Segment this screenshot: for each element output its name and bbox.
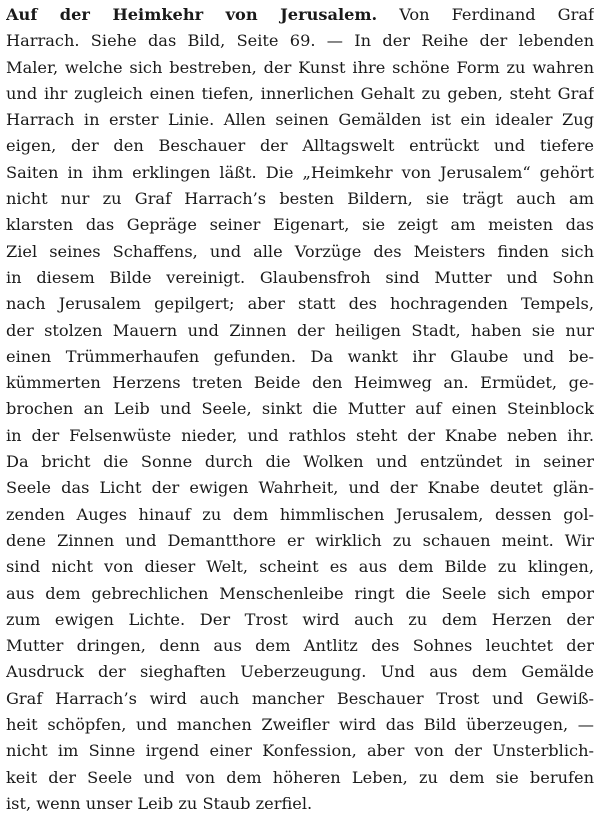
text-line: nicht nur zu Graf Harrach’s besten Bildern, sie trägt auch am <box>6 189 594 209</box>
text-line: Ziel seines Schaffens, und alle Vorzüge des Meisters finden sich <box>6 241 594 261</box>
text-line: brochen an Leib und Seele, sinkt die Mutter auf einen Steinblock <box>6 399 594 419</box>
text-line: Graf Harrach’s wird auch mancher Beschauer Trost und Gewiß- <box>6 688 594 708</box>
text-line: Harrach. Siehe das Bild, Seite 69. — In der Reihe der lebenden <box>6 31 594 51</box>
text-line: zenden Auges hinauf zu dem himmlischen Jerusalem, dessen gol- <box>6 504 594 524</box>
text-line: in diesem Bilde vereinigt. Glaubensfroh sind Mutter und Sohn <box>6 267 594 287</box>
text-line: und ihr zugleich einen tiefen, innerlichen Gehalt zu geben, steht Graf <box>6 83 594 103</box>
text-line: heit schöpfen, und manchen Zweifler wird das Bild überzeugen, — <box>6 715 594 735</box>
text-line: nicht im Sinne irgend einer Konfession, aber von der Unsterblich- <box>6 741 594 761</box>
text-line: kümmerten Herzens treten Beide den Heimweg an. Ermüdet, ge- <box>6 373 594 393</box>
text-line: aus dem gebrechlichen Menschenleibe ringt die Seele sich empor <box>6 583 594 603</box>
article-first-line <box>6 2 594 28</box>
text-line: Mutter dringen, denn aus dem Antlitz des Sohnes leuchtet der <box>6 636 594 656</box>
text-line: dene Zinnen und Demantthore er wirklich zu schauen meint. Wir <box>6 530 594 550</box>
text-line: zum ewigen Lichte. Der Trost wird auch zu dem Herzen der <box>6 609 594 629</box>
text-line: Ausdruck der sieghaften Ueberzeugung. Und aus dem Gemälde <box>6 662 594 682</box>
text-line: klarsten das Gepräge seiner Eigenart, sie zeigt am meisten das <box>6 215 594 235</box>
text-line: sind nicht von dieser Welt, scheint es aus dem Bilde zu klingen, <box>6 557 594 577</box>
text-line: in der Felsenwüste nieder, und rathlos steht der Knabe neben ihr. <box>6 425 594 445</box>
text-line: Da bricht die Sonne durch die Wolken und entzündet in seiner <box>6 452 594 472</box>
text-line: Harrach in erster Linie. Allen seinen Gemälden ist ein idealer Zug <box>6 110 594 130</box>
text-line: Seele das Licht der ewigen Wahrheit, und der Knabe deutet glän- <box>6 478 594 498</box>
text-line: Saiten in ihm erklingen läßt. Die „Heimkehr von Jerusalem“ gehört <box>6 162 594 182</box>
text-line: einen Trümmerhaufen gefunden. Da wankt ihr Glaube und be- <box>6 346 594 366</box>
text-line: nach Jerusalem gepilgert; aber statt des hochragenden Tempels, <box>6 294 594 314</box>
text-line: der stolzen Mauern und Zinnen der heiligen Stadt, haben sie nur <box>6 320 594 340</box>
article-author-line: Von Ferdinand Graf <box>399 5 594 24</box>
text-line: Maler, welche sich bestreben, der Kunst ihre schöne Form zu wahren <box>6 57 594 77</box>
text-line-last: ist, wenn unser Leib zu Staub zerfiel. <box>6 793 313 813</box>
article-title: Auf der Heimkehr von Jerusalem. <box>6 5 378 24</box>
article <box>6 2 594 817</box>
text-line: eigen, der den Beschauer der Alltagswelt entrückt und tiefere <box>6 136 594 156</box>
text-line: keit der Seele und von dem höheren Leben, zu dem sie berufen <box>6 767 594 787</box>
